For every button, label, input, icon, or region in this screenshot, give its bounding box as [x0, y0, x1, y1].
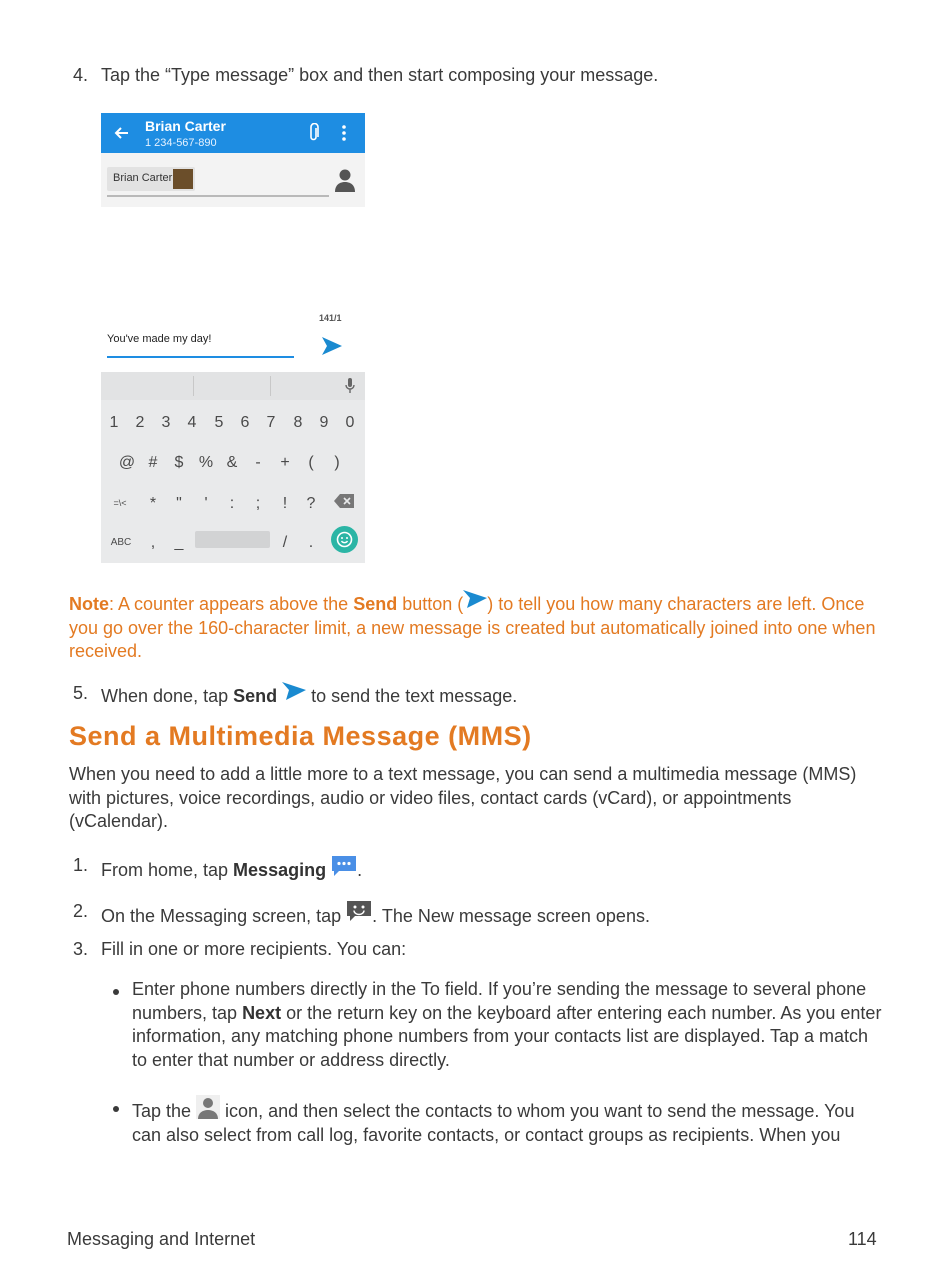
- step-text: Fill in one or more recipients. You can:: [101, 939, 407, 959]
- key: ': [204, 495, 208, 512]
- key: ?: [306, 495, 316, 512]
- step-number: 3.: [72, 939, 88, 959]
- key: 5: [214, 414, 224, 431]
- backspace-icon: [334, 494, 354, 508]
- screenshot-compose-header: [101, 113, 365, 207]
- note-text: button (: [397, 594, 464, 614]
- bullet-dot: [113, 989, 119, 995]
- step-number: 4.: [72, 65, 88, 85]
- key-abc: ABC: [110, 537, 132, 548]
- page-number: 114: [848, 1229, 877, 1249]
- note-text: ) to tell you how many characters are left. Once you go over the 160-character limit, a new message is created but automatically joined into one when received.: [69, 594, 876, 661]
- step-text: [101, 854, 362, 883]
- character-counter: 141/1: [319, 313, 342, 323]
- new-message-icon: [346, 900, 372, 924]
- send-label: Send: [233, 686, 278, 706]
- key: 2: [135, 414, 145, 431]
- section-title: Send a Multimedia Message (MMS): [69, 721, 532, 751]
- bullet-text-part: Tap the: [132, 1101, 197, 1121]
- footer-section: Messaging and Internet: [67, 1229, 256, 1249]
- key: .: [308, 534, 314, 551]
- contact-photo: [173, 169, 193, 189]
- message-text: You've made my day!: [107, 333, 212, 345]
- key: 8: [293, 414, 303, 431]
- key: 0: [345, 414, 355, 431]
- chip-label: Brian Carter: [113, 172, 173, 184]
- key: $: [174, 454, 184, 471]
- send-label: Send: [353, 594, 398, 614]
- key: %: [198, 454, 214, 471]
- messaging-app-icon: [331, 854, 357, 878]
- bullet-text-part: Enter phone numbers directly in the To field. If you’re sending the message to several phone numbers, tap: [132, 979, 867, 1023]
- step-text: [101, 900, 650, 929]
- step-number: 5.: [72, 683, 88, 703]
- add-contact-icon: [334, 168, 356, 192]
- key: @: [118, 454, 136, 471]
- key: :: [229, 495, 235, 512]
- key: /: [282, 534, 288, 551]
- back-arrow-icon: [114, 125, 130, 141]
- step-text-part: When done, tap: [101, 686, 234, 706]
- key: 6: [240, 414, 250, 431]
- send-icon: [463, 590, 487, 612]
- key: *: [149, 495, 157, 512]
- suggestion-strip: [101, 372, 365, 400]
- key: ": [176, 495, 182, 512]
- step-text-part: .: [357, 860, 363, 880]
- recipient-underline: [107, 195, 329, 197]
- step-text: [101, 682, 517, 709]
- key: &: [226, 454, 238, 471]
- key: 7: [266, 414, 276, 431]
- key: 4: [187, 414, 197, 431]
- step-text: Tap the “Type message” box and then start composing your message.: [101, 65, 659, 85]
- note-text: : A counter appears above the: [109, 594, 354, 614]
- messaging-label: Messaging: [233, 860, 327, 880]
- attach-icon: [308, 123, 320, 143]
- spacebar: [195, 531, 270, 548]
- key: ,: [150, 534, 156, 551]
- contact-name: Brian Carter: [145, 118, 226, 134]
- message-underline: [107, 356, 294, 358]
- key: -: [255, 454, 261, 471]
- intro-paragraph: When you need to add a little more to a text message, you can send a multimedia message (MMS) with pictures, voice recordings, audio or video files, contact cards (vCard), or appointments (vCalendar).: [69, 764, 857, 831]
- recipient-chip: [107, 167, 195, 191]
- next-label: Next: [242, 1002, 282, 1023]
- bullet-dot: [113, 1106, 119, 1112]
- keyboard: [101, 372, 365, 563]
- microphone-icon: [345, 378, 355, 394]
- step-text-part: to send the text message.: [306, 686, 518, 706]
- key: =\<: [113, 498, 127, 508]
- key: ): [334, 454, 340, 471]
- key: !: [282, 495, 288, 512]
- key: (: [308, 454, 314, 471]
- key: _: [174, 534, 184, 551]
- emoji-icon: [331, 526, 358, 553]
- key: 3: [161, 414, 171, 431]
- contact-person-icon: [196, 1095, 220, 1119]
- more-options-icon: [341, 124, 347, 142]
- key: +: [280, 454, 290, 471]
- step-text-part: On the Messaging screen, tap: [101, 906, 347, 926]
- key: #: [148, 454, 158, 471]
- key: ;: [255, 495, 261, 512]
- bullet-text-part: or the return key on the keyboard after entering each number. As you enter information, any matching phone numbers from your contacts list are displayed. Tap a match to enter that number or address directly.: [132, 1002, 882, 1070]
- note-label: Note: [69, 594, 109, 614]
- step-number: 1.: [72, 855, 88, 875]
- step-text-part: . The New message screen opens.: [372, 906, 650, 926]
- screenshot-keyboard: [101, 311, 365, 563]
- key: 9: [319, 414, 329, 431]
- bullet-text: [132, 978, 884, 1072]
- step-text-part: From home, tap: [101, 860, 234, 880]
- send-icon: [282, 682, 306, 704]
- app-bar: [101, 113, 365, 153]
- bullet-text-part: icon, and then select the contacts to whom you want to send the message. You can also select from call log, favorite contacts, or contact groups as recipients. When you: [132, 1101, 855, 1145]
- note-paragraph: [69, 590, 889, 664]
- bullet-text: [132, 1095, 884, 1147]
- contact-phone: 1 234-567-890: [145, 137, 217, 149]
- send-icon: [322, 337, 342, 355]
- step-number: 2.: [72, 901, 88, 921]
- key: 1: [109, 414, 119, 431]
